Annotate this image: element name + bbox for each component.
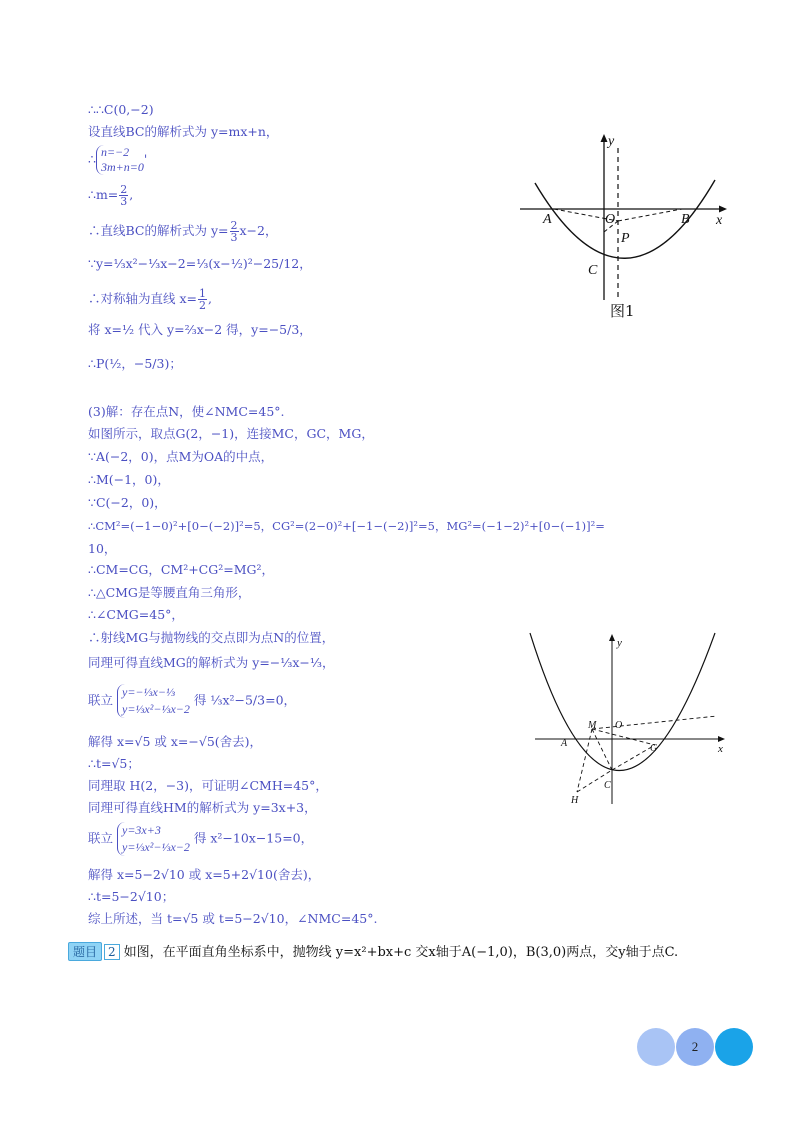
fig1-a-label: A bbox=[543, 212, 552, 227]
solution-line-9: ∴P(½，−5/3)； bbox=[88, 356, 182, 371]
part3-line-17: 同理可得直线HM的解析式为 y=3x+3， bbox=[88, 800, 317, 815]
part3-line-8: ∴CM=CG，CM²+CG²=MG²， bbox=[88, 562, 275, 577]
part3-line-9: ∴△CMG是等腰直角三角形， bbox=[88, 585, 251, 600]
part3-line-19: 解得 x=5−2√10 或 x=5+2√10(舍去)， bbox=[88, 867, 321, 882]
page-number: 2 bbox=[691, 1039, 699, 1054]
part3-line-15: ∴t=√5； bbox=[88, 756, 140, 771]
part3-line-6: ∴CM²=(−1−0)²+[0−(−2)]²=5，CG²=(2−0)²+[−1−(−2)]²=5，MG²=(−1−2)²+[0−(−1)]²= bbox=[88, 519, 605, 533]
solution-line-8: 将 x=½ 代入 y=⅔x−2 得，y=−5/3， bbox=[88, 322, 312, 337]
system-1-eq-1: n=−2 bbox=[100, 145, 130, 159]
fig1-x-label: x bbox=[716, 213, 723, 228]
part3-line-7: 10， bbox=[88, 541, 117, 556]
problem-badge: 题目 bbox=[68, 942, 102, 961]
part3-line-1: (3)解：存在点N，使∠NMC=45°. bbox=[88, 404, 285, 419]
fig2-y-label: y bbox=[617, 637, 622, 649]
fig2-m-label: M bbox=[588, 720, 597, 731]
part3-line-14: 解得 x=√5 或 x=−√5(舍去)， bbox=[88, 734, 263, 749]
part3-line-3: ∵A(−2，0)，点M为OA的中点， bbox=[88, 449, 274, 464]
part3-line-2: 如图所示，取点G(2，−1)，连接MC，GC，MG， bbox=[88, 426, 374, 441]
figure-1-diagram bbox=[515, 128, 735, 328]
fig1-b-label: B bbox=[681, 212, 690, 227]
solution-line-1: ∴∴C(0,−2) bbox=[88, 102, 154, 117]
part3-line-16: 同理取 H(2，−3)，可证明∠CMH=45°， bbox=[88, 778, 328, 793]
fig2-h-label: H bbox=[571, 795, 579, 806]
solution-line-5: ∴直线BC的解析式为 y= $\frac{2}{3}$ x−2， bbox=[88, 219, 278, 244]
fig2-c-label: C bbox=[604, 780, 611, 791]
part3-line-12: 同理可得直线MG的解析式为 y=−⅓x−⅓， bbox=[88, 655, 335, 670]
solution-line-2: 设直线BC的解析式为 y=mx+n， bbox=[88, 124, 279, 139]
part3-line-5: ∵C(−2，0)， bbox=[88, 495, 167, 510]
fig2-o-label: O bbox=[615, 720, 623, 731]
problem-number: 2 bbox=[104, 944, 120, 960]
page-number-badge bbox=[637, 1028, 753, 1066]
fig2-x-label: x bbox=[718, 743, 723, 755]
solution-line-6: ∵y=⅓x²−⅓x−2=⅓(x−½)²−25/12， bbox=[88, 256, 312, 271]
fig1-p-label: P bbox=[621, 231, 630, 246]
part3-line-4: ∴M(−1，0)， bbox=[88, 472, 170, 487]
part3-system-2: 联立 y=3x+3 y=⅓x²−⅓x−2 得 x²−10x−15=0， bbox=[88, 823, 314, 854]
fig1-o-label: O bbox=[605, 212, 616, 227]
problem-2-statement bbox=[68, 941, 678, 961]
part3-line-11: ∴射线MG与抛物线的交点即为点N的位置， bbox=[88, 630, 335, 645]
page-dot-right bbox=[715, 1028, 753, 1066]
fig2-a-label: A bbox=[561, 738, 568, 749]
page-dot-left bbox=[637, 1028, 675, 1066]
problem-text: 如图，在平面直角坐标系中，抛物线 y=x²+bx+c 交x轴于A(−1,0)，B(3,0)两点，交y轴于点C. bbox=[123, 945, 679, 960]
part3-line-20: ∴t=5−2√10； bbox=[88, 889, 175, 904]
fig1-y-label: y bbox=[608, 134, 615, 149]
figure-2-diagram bbox=[525, 628, 735, 808]
solution-line-7: ∴对称轴为直线 x= $\frac{1}{2}$ , bbox=[88, 287, 212, 312]
solution-system-1: ∴ n=−2 3m+n=0 ' bbox=[88, 145, 148, 174]
part3-line-10: ∴∠CMG=45°， bbox=[88, 607, 184, 622]
fig2-g-label: G bbox=[650, 743, 658, 754]
system-1-eq-2: 3m+n=0 bbox=[100, 160, 144, 174]
part3-line-21: 综上所述，当 t=√5 或 t=5−2√10，∠NMC=45°. bbox=[88, 911, 378, 926]
part3-system-1: 联立 y=−⅓x−⅓ y=⅓x²−⅓x−2 得 ⅓x²−5/3=0， bbox=[88, 685, 297, 716]
solution-line-4: ∴m= $\frac{2}{3}$ , bbox=[88, 183, 134, 208]
fig1-caption: 图1 bbox=[610, 302, 635, 320]
fig1-c-label: C bbox=[588, 263, 598, 278]
